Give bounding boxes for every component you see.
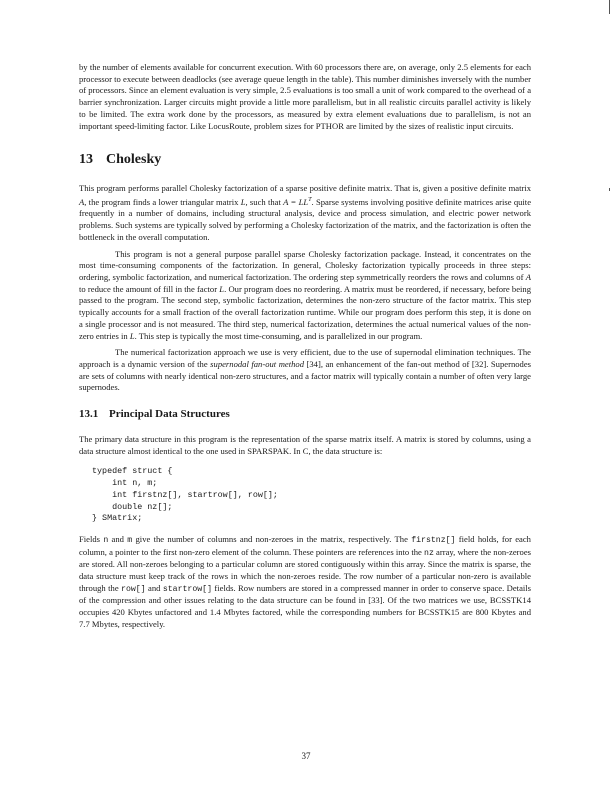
paragraph-continuation: by the number of elements available for concurrent execution. With 60 processors there are, on average, only 2.5 elements for each processor to execute between deadlocks (see average queue length in the table). This number diminishes inversely with the number of processors. Since an element evaluation is very simple, 2.5 evaluations is too small a unit of work compared to the overhead of a barrier synchronization. Larger circuits might provide a little more parallelism, but in all realistic circuits parallel activity is likely to be limited. The extra work done by the processors, as measured by extra element evaluations due to parallelism, is not an important speed-limiting factor. Like LocusRoute, problem sizes for PTHOR are limited by the sizes of realistic input circuits.	[79, 62, 532, 131]
paragraph-fields: Fields n and m give the number of columns and non-zeroes in the matrix, respectively. The firstnz[] field holds, for each column, a pointer to the first non-zero element of the column. These pointers are references into the nz array, where the non-zeroes are stored. All non-zeroes belonging to a particular column are stored contiguously within this array. Since the matrix is sparse, the data structure must keep track of the rows in which the non-zeroes reside. The row number of a particular non-zero is available through the row[] and startrow[] fields. Row numbers are stored in a compressed manner in order to conserve space. Details of the compression and other issues relating to the data structure can be found in [33]. Of the two matrices we use, BCSSTK14 occupies 420 Kbytes unfactored and 1.4 Mbytes factored, while the corresponding numbers for BCSSTK15 are 800 Kbytes and 7.7 Mbytes, respectively.	[79, 533, 532, 629]
paragraph-approach: The numerical factorization approach we use is very efficient, due to the use of supernodal elimination techniques. The approach is a dynamic version of the supernodal fan-out method [34], an enhancement of the fan-out method of [32]. Supernodes are sets of columns with nearly identical non-zero structures, and a factor matrix will typically contain a number of often very large supernodes.	[79, 347, 531, 393]
subsection-heading	[79, 408, 531, 421]
subsection-title: Principal Data Structures	[109, 408, 230, 421]
section-heading	[79, 152, 531, 168]
section-title: Cholesky	[106, 152, 162, 168]
scan-edge-mark	[609, 188, 610, 191]
page-number: 37	[301, 751, 311, 761]
page-body	[79, 62, 531, 631]
subsection-number: 13.1	[79, 408, 99, 421]
paragraph-scope: This program is not a general purpose parallel sparse Cholesky factorization package. Instead, it concentrates on the most time-consuming components of the factorization. In general, Cholesky factorization typically proceeds in three steps: ordering, symbolic factorization, and numerical factorization. The ordering step symmetrically reorders the rows and columns of A to reduce the amount of fill in the factor L. Our program does no reordering. A matrix must be reordered, if necessary, before being passed to the program. The second step, symbolic factorization, determines the non-zero structure of the factor matrix. This step typically accounts for a small fraction of the overall factorization runtime. While our program does perform this step, it is done on a single processor and is not measured. The third step, numerical factorization, determines the actual numerical values of the non-zero entries in L. This step is typically the most time-consuming, and is parallelized in our program.	[79, 248, 531, 341]
scan-edge-mark	[609, 0, 610, 14]
paragraph-intro: This program performs parallel Cholesky factorization of a sparse positive definite matrix. That is, given a positive definite matrix A, the program finds a lower triangular matrix L, such that $A = LL^T$. Sparse systems involving positive definite matrices arise quite frequently in a number of domains, including structural analysis, device and process simulation, and electric power network problems. Such systems are typically solved by performing a Cholesky factorization of the matrix, and the factorization is often the bottleneck in the overall computation.	[79, 183, 532, 242]
section-number: 13	[79, 152, 93, 168]
code-block: typedef struct { int n, m; int firstnz[], startrow[], row[]; double nz[]; } SMatrix;	[92, 466, 278, 524]
paragraph-data-structure: The primary data structure in this program is the representation of the sparse matrix itself. A matrix is stored by columns, using a data structure almost identical to the one used in SPARSPAK. In C, the data structure is:	[79, 434, 531, 456]
